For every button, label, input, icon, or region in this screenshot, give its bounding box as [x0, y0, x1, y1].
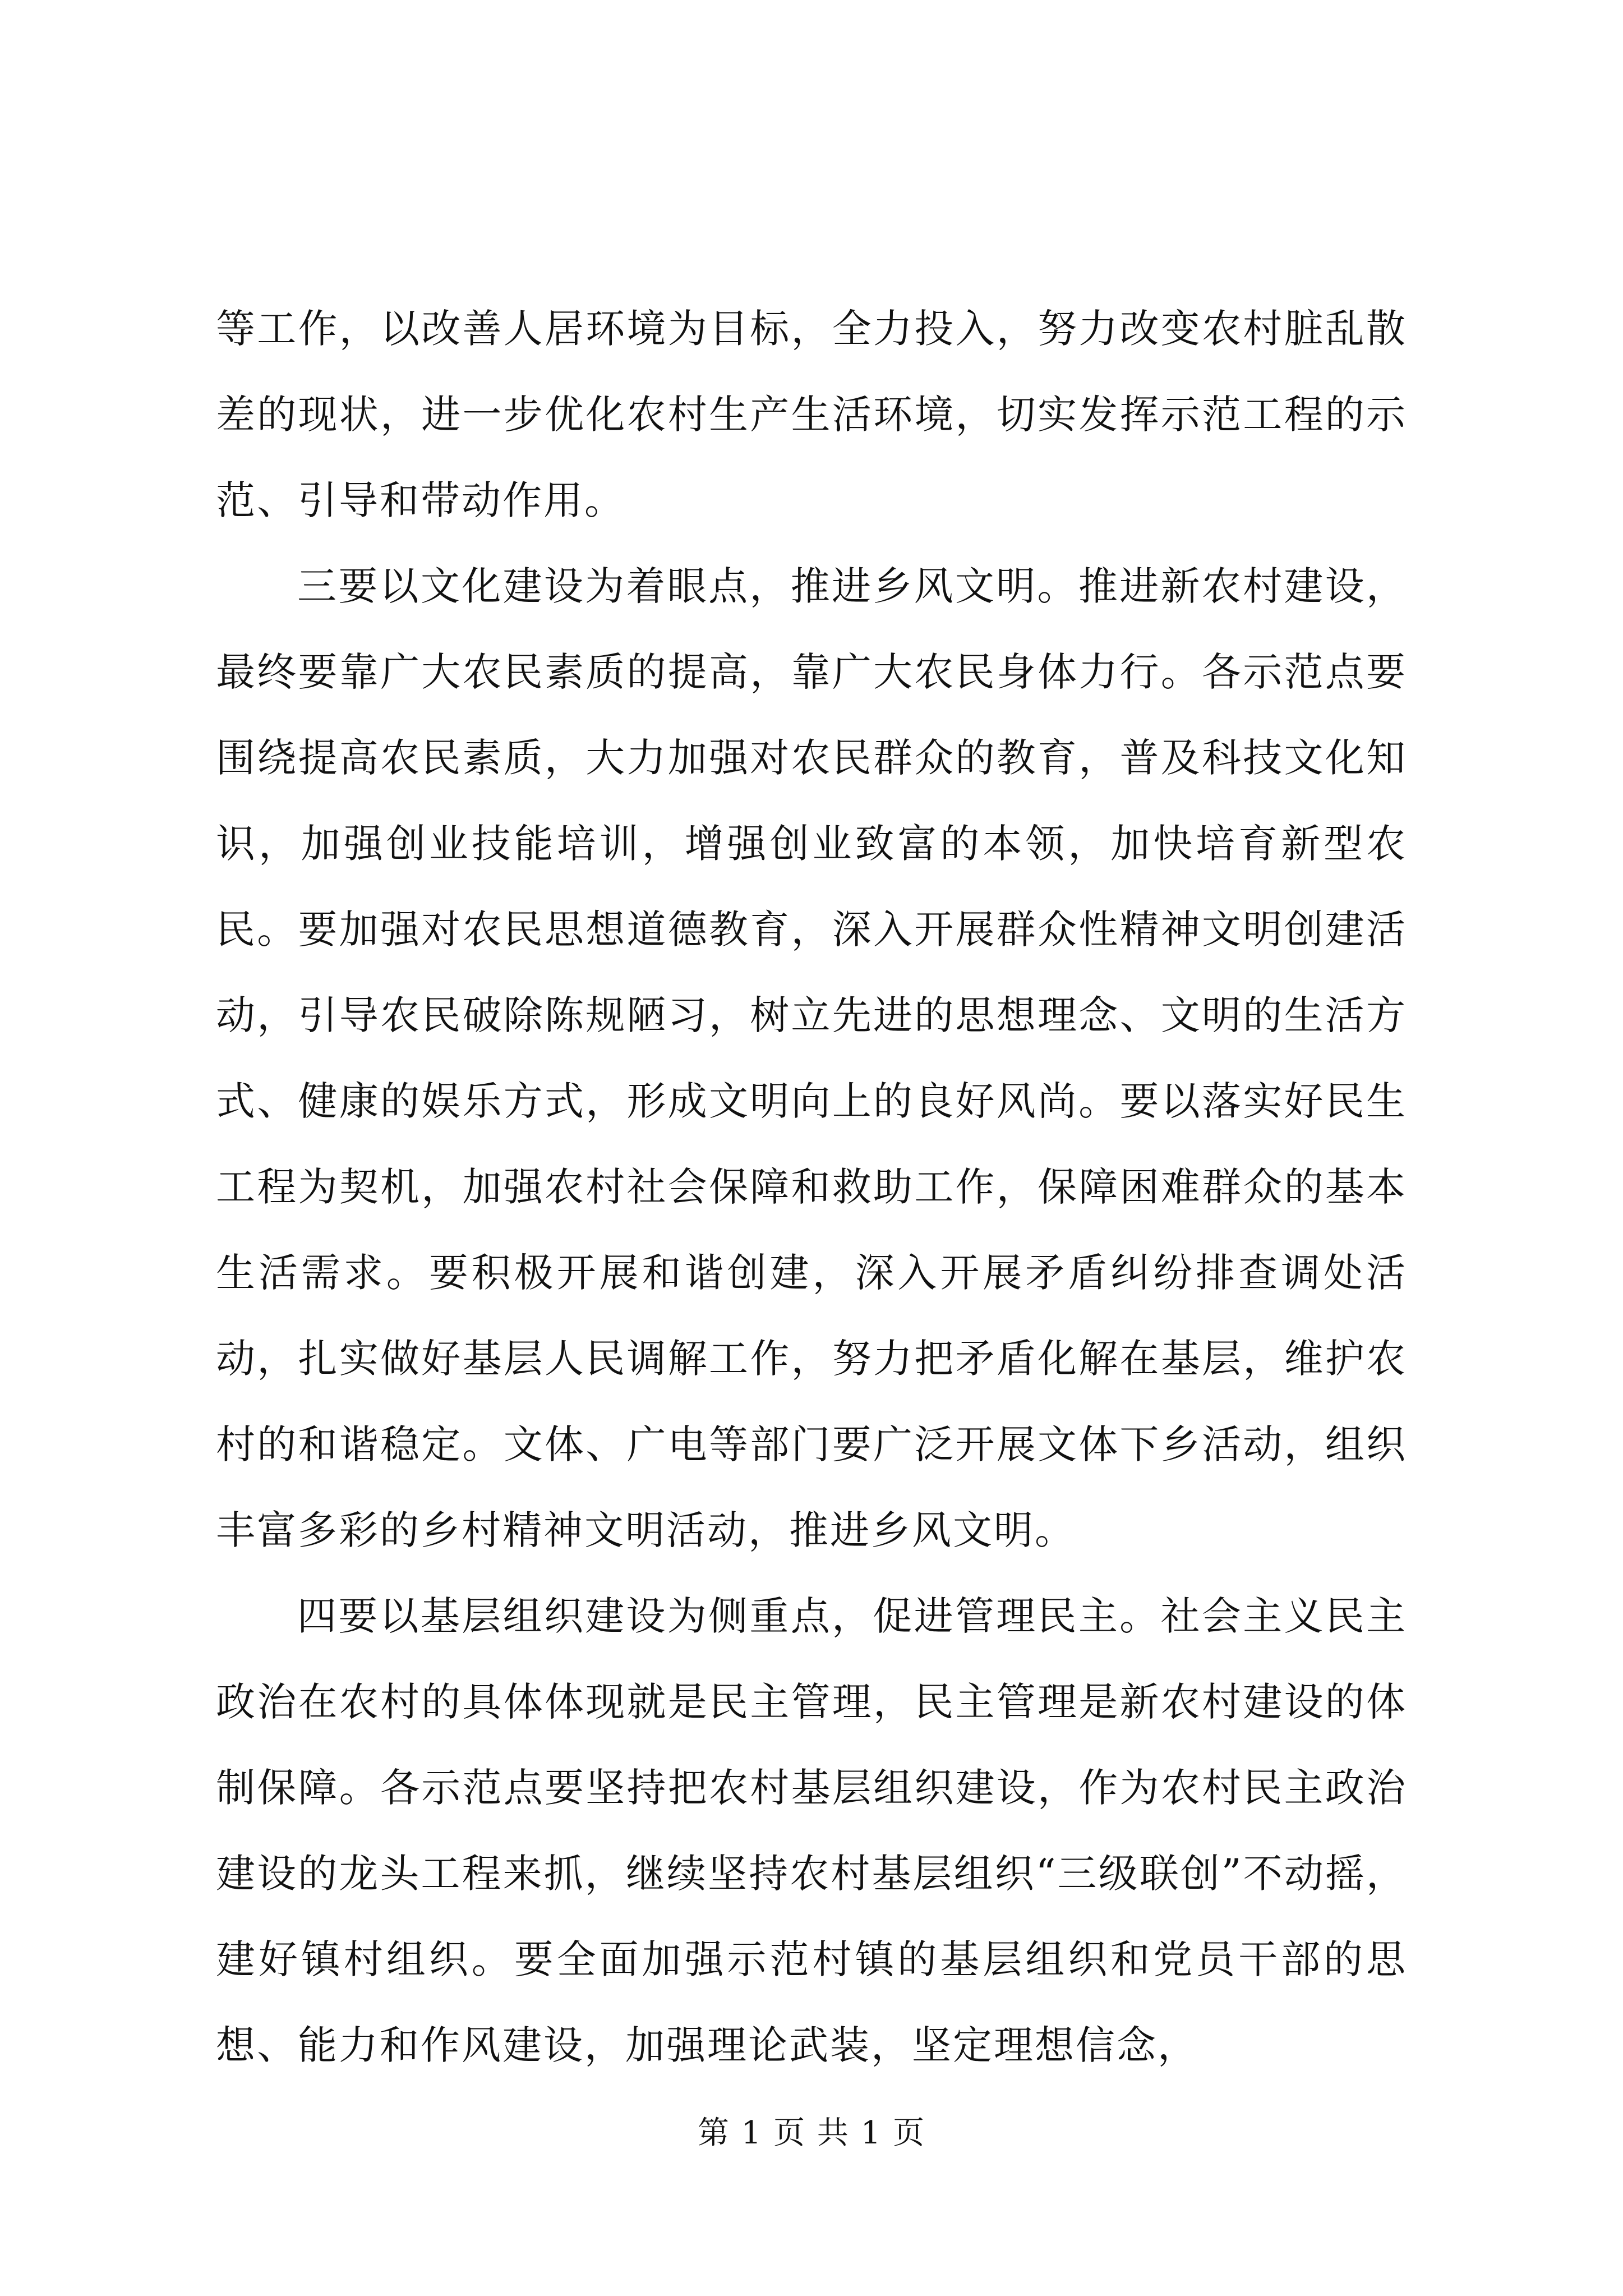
paragraph-1: 等工作，以改善人居环境为目标，全力投入，努力改变农村脏乱散差的现状，进一步优化农村生产生活环境，切实发挥示范工程的示范、引导和带动作用。 — [216, 306, 1407, 523]
paragraph-2: 三要以文化建设为着眼点，推进乡风文明。推进新农村建设，最终要靠广大农民素质的提高，靠广大农民身体力行。各示范点要围绕提高农民素质，大力加强对农民群众的教育，普及科技文化知识，加强创业技能培训，增强创业致富的本领，加快培育新型农民。要加强对农民思想道德教育，深入开展群众性精神文明创建活动，引导农民破除陈规陋习，树立先进的思想理念、文明的生活方式、健康的娱乐方式，形成文明向上的良好风尚。要以落实好民生工程为契机，加强农村社会保障和救助工作，保障困难群众的基本生活需求。要积极开展和谐创建，深入开展矛盾纠纷排查调处活动，扎实做好基层人民调解工作，努力把矛盾化解在基层，维护农村的和谐稳定。文体、广电等部门要广泛开展文体下乡活动，组织丰富多彩的乡村精神文明活动，推进乡风文明。 — [216, 563, 1407, 1553]
paragraph-3: 四要以基层组织建设为侧重点，促进管理民主。社会主义民主政治在农村的具体体现就是民主管理，民主管理是新农村建设的体制保障。各示范点要坚持把农村基层组织建设，作为农村民主政治建设的龙头工程来抓，继续坚持农村基层组织“三级联创”不动摇，建好镇村组织。要全面加强示范村镇的基层组织和党员干部的思想、能力和作风建设，加强理论武装，坚定理想信念， — [216, 1593, 1407, 2068]
page-number-footer: 第 1 页 共 1 页 — [697, 2115, 926, 2151]
document-body — [216, 286, 1407, 2088]
